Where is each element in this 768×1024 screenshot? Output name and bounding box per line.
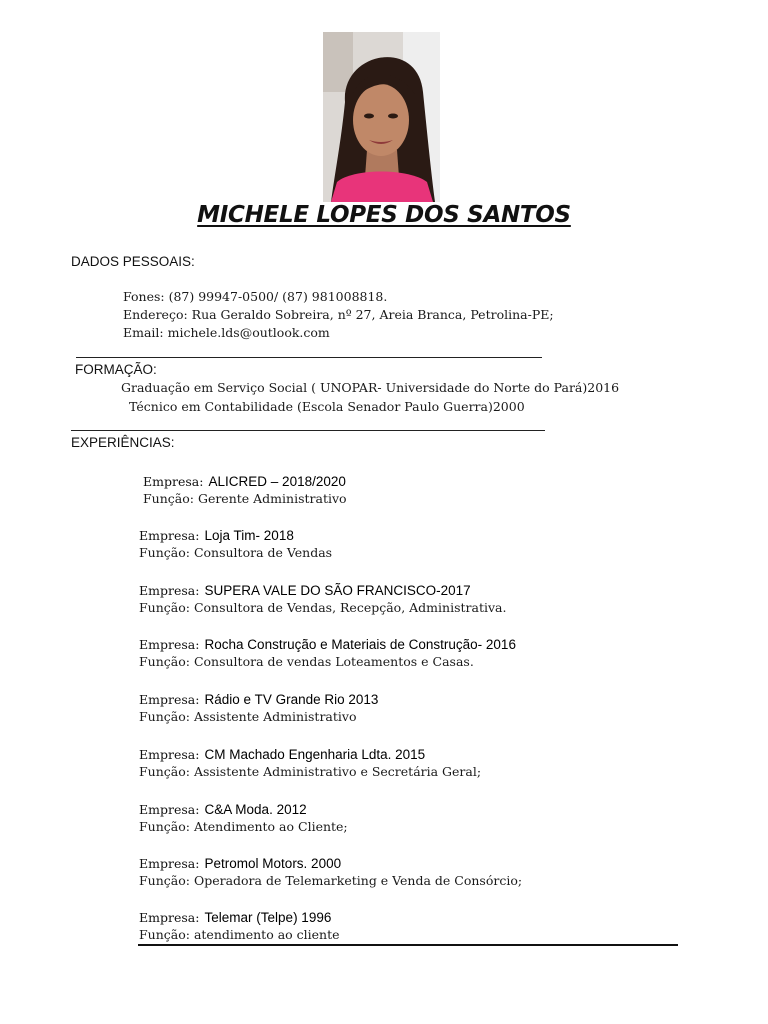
company-label: Empresa: [143,474,204,489]
company-name: Telemar (Telpe) 1996 [204,910,332,925]
role-value: Assistente Administrativo [193,709,357,724]
divider [138,944,678,946]
candidate-name [0,202,768,228]
experience-section-title: EXPERIÊNCIAS: [71,435,175,450]
experience-entry [139,853,522,888]
address-line: Endereço: Rua Geraldo Sobreira, nº 27, Areia Branca, Petrolina-PE; [123,307,554,322]
role-label: Função: [139,764,190,779]
role-value: Gerente Administrativo [197,491,347,506]
experience-entry [143,471,347,506]
role-label: Função: [143,491,194,506]
experience-entry [139,744,481,779]
role-value: Operadora de Telemarketing e Venda de Consórcio; [193,873,523,888]
company-name: SUPERA VALE DO SÃO FRANCISCO-2017 [204,583,471,598]
divider [76,357,542,358]
company-name: CM Machado Engenharia Ldta. 2015 [204,747,426,762]
company-label: Empresa: [139,747,200,762]
experience-entry [139,689,378,724]
company-name: Loja Tim- 2018 [204,528,294,543]
email-line: Email: michele.lds@outlook.com [123,325,330,340]
education-section-title: FORMAÇÃO: [75,362,157,377]
divider [71,430,545,431]
company-name: Petromol Motors. 2000 [204,856,342,871]
experience-entry [139,799,348,834]
company-label: Empresa: [139,637,200,652]
role-label: Função: [139,927,190,942]
role-value: Assistente Administrativo e Secretária Geral; [193,764,482,779]
role-value: Consultora de vendas Loteamentos e Casas. [193,654,474,669]
role-label: Função: [139,709,190,724]
education-item: Técnico em Contabilidade (Escola Senador Paulo Guerra)2000 [129,399,525,414]
candidate-name-text: MICHELE LOPES DOS SANTOS [197,202,571,228]
role-value: Consultora de Vendas, Recepção, Administrativa. [193,600,507,615]
role-label: Função: [139,654,190,669]
personal-section-title: DADOS PESSOAIS: [71,254,195,269]
experience-entry [139,580,506,615]
experience-entry [139,525,332,560]
profile-photo [323,32,440,202]
company-label: Empresa: [139,583,200,598]
company-label: Empresa: [139,856,200,871]
company-name: Rocha Construção e Materiais de Construção- 2016 [204,637,516,652]
company-label: Empresa: [139,802,200,817]
company-label: Empresa: [139,910,200,925]
education-item: Graduação em Serviço Social ( UNOPAR- Universidade do Norte do Pará)2016 [121,380,620,395]
phones-line: Fones: (87) 99947-0500/ (87) 981008818. [123,289,388,304]
role-value: Consultora de Vendas [193,545,333,560]
role-label: Função: [139,545,190,560]
role-label: Função: [139,819,190,834]
role-value: atendimento ao cliente [193,927,340,942]
experience-entry [139,634,516,669]
company-label: Empresa: [139,692,200,707]
company-name: ALICRED – 2018/2020 [208,474,346,489]
role-label: Função: [139,873,190,888]
role-label: Função: [139,600,190,615]
company-label: Empresa: [139,528,200,543]
experience-entry [139,907,340,942]
company-name: C&A Moda. 2012 [204,802,307,817]
role-value: Atendimento ao Cliente; [193,819,348,834]
company-name: Rádio e TV Grande Rio 2013 [204,692,379,707]
